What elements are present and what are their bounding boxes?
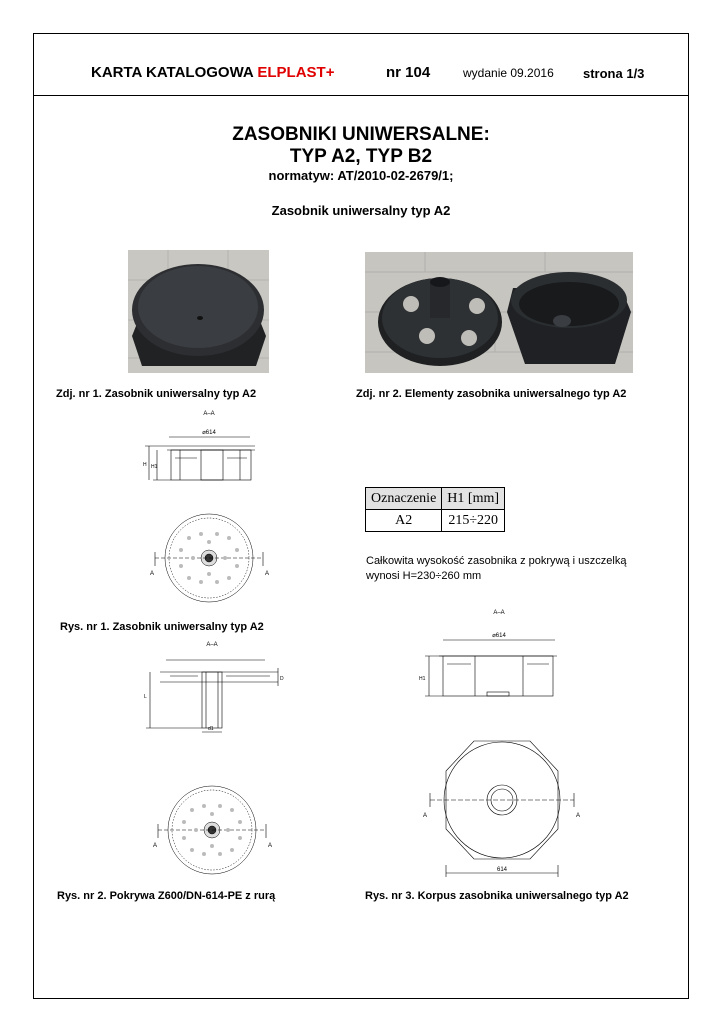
drawing-1-top-view (145, 510, 275, 610)
drawing-2-section (140, 636, 290, 736)
doc-title: ZASOBNIKI UNIWERSALNE: (232, 124, 490, 145)
drawing-2-l-label: L (144, 694, 147, 700)
drawing-1-cut-label-left: A (150, 571, 155, 577)
photo-1-caption-label: Zdj. nr 1 (56, 388, 99, 400)
doc-title-types: TYP A2, TYP B2 (289, 146, 433, 167)
spec-table (365, 487, 505, 532)
photo-2-caption-text: . Elementy zasobnika uniwersalnego typ A2 (398, 388, 627, 400)
drawing-1-section-label: A–A (203, 411, 215, 417)
table-row (366, 510, 505, 532)
header-title (91, 64, 334, 81)
drawing-1-cut-label-right: A (265, 571, 270, 577)
drawing-2-section-label: A–A (206, 642, 218, 648)
spec-table-header-h1: H1 [mm] (442, 488, 505, 510)
height-note (366, 554, 626, 584)
photo-container-elements-image (365, 252, 633, 373)
photo-1-caption (56, 388, 256, 400)
drawing-1-diameter-label: ⌀614 (202, 430, 216, 436)
drawing-2-d-label: D (280, 676, 284, 682)
catalog-number: nr 104 (386, 64, 431, 81)
drawing-3-diameter-label: ⌀614 (492, 633, 506, 639)
figure-2-caption: Rys. nr 2. Pokrywa Z600/DN-614-PE z rurą (57, 890, 276, 902)
photo-container-elements (365, 252, 633, 373)
figure-1-caption: Rys. nr 1. Zasobnik uniwersalny typ A2 (60, 621, 264, 633)
brand-name: ELPLAST+ (257, 64, 335, 81)
photo-2-caption-label: Zdj. nr 2 (356, 388, 399, 400)
photo-1-caption-text: . Zasobnik uniwersalny typ A2 (98, 388, 257, 400)
norm-reference: normatyw: AT/2010-02-2679/1; (268, 168, 454, 183)
edition-date: wydanie 09.2016 (463, 66, 554, 80)
drawing-2-cut-label-left: A (153, 843, 158, 849)
photo-container-closed (128, 250, 269, 373)
photo-2-caption (356, 388, 626, 400)
section-subtitle: Zasobnik uniwersalny typ A2 (271, 203, 451, 218)
drawing-1-section (135, 406, 265, 486)
drawing-1-h1-label: H1 (151, 464, 158, 470)
photo-container-closed-image (128, 250, 269, 373)
spec-table-header-designation: Oznaczenie (366, 488, 442, 510)
drawing-3-top-view (420, 735, 585, 883)
drawing-2-cut-label-right: A (268, 843, 273, 849)
drawing-3-section-label: A–A (493, 610, 505, 616)
page-number: strona 1/3 (583, 66, 645, 81)
drawing-3-cut-label-right: A (576, 813, 581, 819)
height-note-line-2: wynosi H=230÷260 mm (366, 570, 482, 582)
drawing-3-width-label: 614 (496, 867, 508, 873)
header (33, 64, 689, 86)
drawing-2-top-view (148, 782, 278, 882)
height-note-line-1: Całkowita wysokość zasobnika z pokrywą i uszczelką (366, 555, 627, 567)
drawing-3-cut-label-left: A (423, 813, 428, 819)
drawing-1-h-label: H (143, 462, 147, 468)
spec-table-cell-h1: 215÷220 (442, 510, 505, 532)
drawing-2-d1-label: d1 (208, 726, 214, 732)
header-divider (33, 95, 689, 96)
spec-table-header-row (366, 488, 505, 510)
spec-table-cell-designation: A2 (366, 510, 442, 532)
drawing-3-h1-label: H1 (419, 676, 426, 682)
drawing-3-section (415, 604, 575, 704)
header-title-prefix: KARTA KATALOGOWA (91, 64, 258, 81)
figure-3-caption: Rys. nr 3. Korpus zasobnika uniwersalnego typ A2 (365, 890, 629, 902)
